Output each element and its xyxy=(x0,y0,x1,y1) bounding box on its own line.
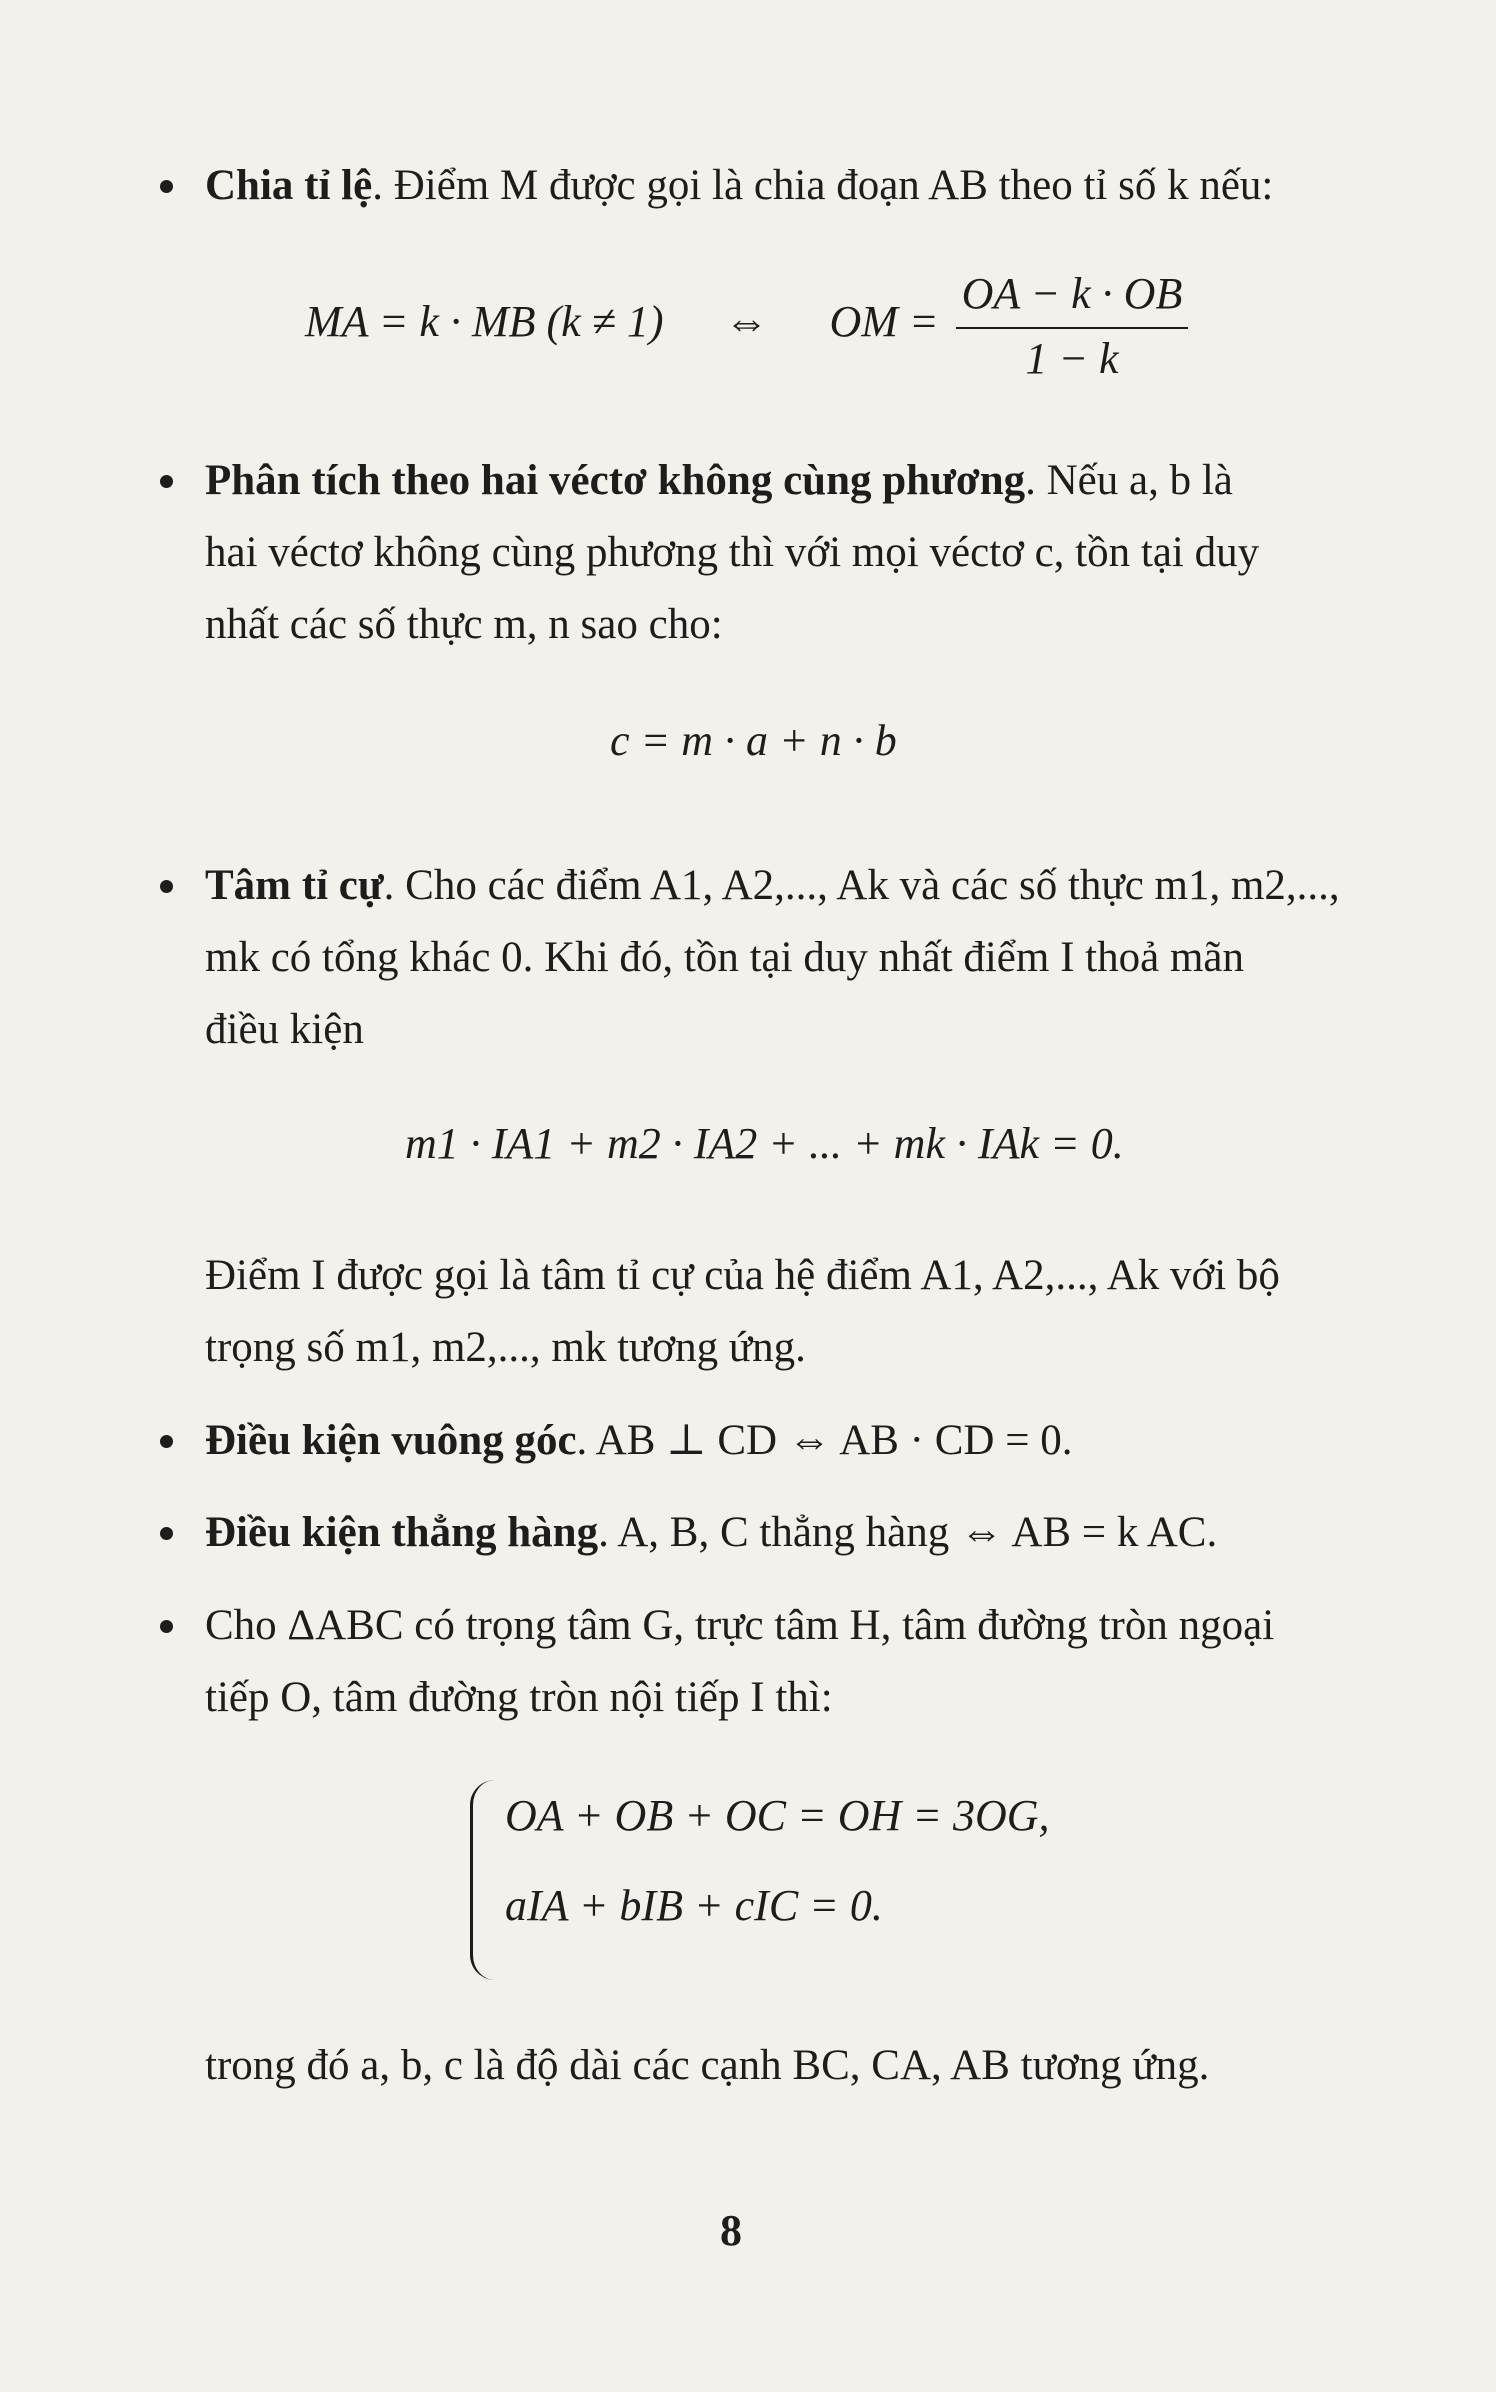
item-title: Chia tỉ lệ xyxy=(205,162,373,209)
item-text-3: nhất các số thực m, n sao cho: xyxy=(205,601,723,648)
item-text-2: hai véctơ không cùng phương thì với mọi véctơ c, tồn tại duy xyxy=(205,529,1260,576)
tam-ti-cu-note xyxy=(160,1240,1450,1384)
item-tam-ti-cu xyxy=(160,850,1450,1066)
item-text-1: . Cho các điểm A1, A2,..., Ak và các số thực m1, m2,..., xyxy=(383,862,1340,909)
item-phan-tich xyxy=(160,445,1450,661)
equation-2: aIA + bIB + cIC = 0. xyxy=(505,1881,883,1930)
item-title: Tâm tỉ cự xyxy=(205,862,384,909)
item-text-3: điều kiện xyxy=(205,1006,364,1053)
left-brace-icon xyxy=(470,1780,495,1980)
item-chia-ti-le xyxy=(160,150,1450,222)
note-text: trong đó a, b, c là độ dài các cạnh BC, CA, AB tương ứng. xyxy=(205,2042,1210,2089)
item-text-1: . Nếu a, b là xyxy=(1025,457,1233,504)
formula-phan-tich: c = m · a + n · b xyxy=(610,716,897,765)
formula-chia-ti-le xyxy=(305,268,1194,384)
bullet-icon xyxy=(160,880,173,893)
formula-tam-ti-cu: m1 · IA1 + m2 · IA2 + ... + mk · IAk = 0. xyxy=(405,1119,1124,1168)
fraction-numerator: OA − k · OB xyxy=(956,268,1189,329)
item-title: Điều kiện vuông góc xyxy=(205,1417,577,1464)
item-title: Phân tích theo hai véctơ không cùng phương xyxy=(205,457,1026,504)
bullet-icon xyxy=(160,180,173,193)
item-text-2: tiếp O, tâm đường tròn nội tiếp I thì: xyxy=(205,1674,833,1721)
note-text-2: trọng số m1, m2,..., mk tương ứng. xyxy=(205,1324,806,1371)
item-tam-giac xyxy=(160,1590,1450,1734)
item-text: . AB ⊥ CD ⇔ AB · CD = 0. xyxy=(576,1417,1073,1464)
bullet-icon xyxy=(160,475,173,488)
tam-giac-note xyxy=(160,2030,1450,2102)
equation-system xyxy=(470,1780,1170,1990)
formula-right-lhs: OM = xyxy=(829,297,939,347)
bullet-icon xyxy=(160,1435,173,1448)
item-vuong-goc xyxy=(160,1405,1450,1477)
formula-left: MA = k · MB (k ≠ 1) xyxy=(305,297,664,347)
equiv-symbol: ⇔ xyxy=(724,297,769,347)
item-thang-hang xyxy=(160,1497,1450,1569)
page-number: 8 xyxy=(720,2206,742,2255)
equation-1: OA + OB + OC = OH = 3OG, xyxy=(505,1791,1050,1840)
item-text-1: Cho ΔABC có trọng tâm G, trực tâm H, tâm đường tròn ngoại xyxy=(205,1602,1275,1649)
bullet-icon xyxy=(160,1620,173,1633)
item-text: . A, B, C thẳng hàng ⇔ AB = k AC. xyxy=(598,1509,1218,1556)
fraction-denominator: 1 − k xyxy=(1025,334,1119,383)
note-text-1: Điểm I được gọi là tâm tỉ cự của hệ điểm A1, A2,..., Ak với bộ xyxy=(205,1252,1280,1299)
fraction xyxy=(956,268,1189,384)
item-title: Điều kiện thẳng hàng xyxy=(205,1509,599,1556)
bullet-icon xyxy=(160,1527,173,1540)
item-text: . Điểm M được gọi là chia đoạn AB theo tỉ số k nếu: xyxy=(372,162,1274,209)
item-text-2: mk có tổng khác 0. Khi đó, tồn tại duy nhất điểm I thoả mãn xyxy=(205,934,1244,981)
